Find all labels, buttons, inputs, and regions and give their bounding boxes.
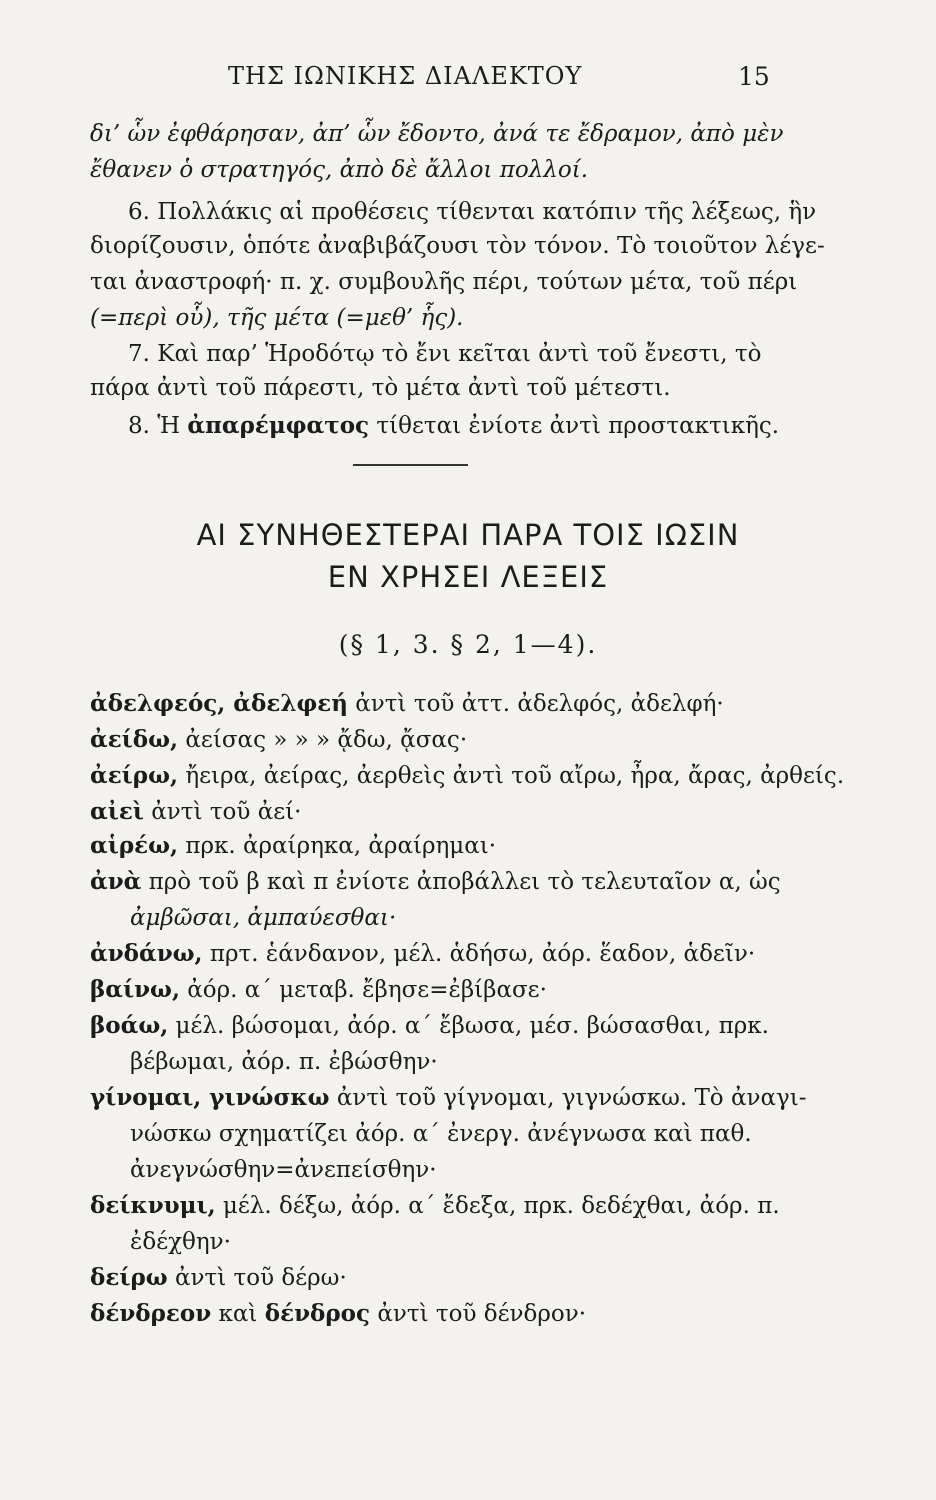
entry-text: ἀείσας » » » ᾄδω, ᾄσας·	[178, 727, 468, 753]
section-title: ΑΙ ΣΥΝΗΘΕΣΤΕΡΑΙ ΠΑΡΑ ΤΟΙΣ ΙΩΣΙΝ	[196, 518, 740, 552]
entry-line	[90, 687, 780, 721]
entry-text: ἀντὶ τοῦ δένδρον·	[370, 1301, 587, 1327]
entry-continuation: ἐδέχθην·	[130, 1229, 231, 1255]
entry-headword: ἀνδάνω,	[90, 940, 203, 967]
entry-headword: ἀνὰ	[90, 868, 142, 895]
entry-headword: ἀδελφεός, ἀδελφεή	[90, 690, 348, 717]
entry-continuation: ἀμβῶσαι, ἀμπαύεσθαι·	[130, 905, 397, 931]
page-number: 15	[738, 62, 770, 91]
entry-text: πρὸ τοῦ β καὶ π ἐνίοτε ἀποβάλλει τὸ τελευταῖον α, ὡς	[141, 869, 781, 895]
paragraph-number: 8. Ἡ	[128, 413, 181, 439]
entry-line	[90, 829, 780, 863]
paragraph-text: τίθεται ἐνίοτε ἀντὶ προστακτικῆς.	[376, 413, 780, 439]
entry-line	[90, 795, 780, 829]
entry-line	[90, 1297, 780, 1331]
bold-term: ἀπαρέμφατος	[187, 412, 370, 439]
paragraph-6-line: 6. Πολλάκις αἱ προθέσεις τίθενται κατόπιν τῆς λέξεως, ἣν	[128, 199, 817, 225]
entry-text: καὶ	[211, 1301, 265, 1327]
entry-headword: βοάω,	[90, 1012, 169, 1039]
paragraph-6-line: διορίζουσιν, ὁπότε ἀναβιβάζουσι τὸν τόνον. Τὸ τοιοῦτον λέγε-	[90, 233, 825, 259]
section-subtitle: ΕΝ ΧΡΗΣΕΙ ΛΕΞΕΙΣ	[327, 560, 609, 594]
entry-line	[90, 1081, 807, 1115]
entry-line	[90, 973, 780, 1007]
paragraph-7-line: 7. Καὶ παρ’ Ἡροδότῳ τὸ ἔνι κεῖται ἀντὶ τοῦ ἔνεστι, τὸ	[128, 341, 762, 367]
entry-continuation: νώσκω σχηματίζει ἀόρ. α΄ ἐνεργ. ἀνέγνωσα καὶ παθ.	[130, 1121, 752, 1147]
entry-continuation: βέβωμαι, ἀόρ. π. ἐβώσθην·	[130, 1049, 438, 1075]
entry-text: μέλ. δέξω, ἀόρ. α΄ ἔδεξα, πρκ. δεδέχθαι, ἀόρ. π.	[215, 1193, 780, 1219]
entry-text: πρτ. ἑάνδανον, μέλ. ἁδήσω, ἀόρ. ἕαδον, ἁδεῖν·	[202, 941, 756, 967]
entry-headword: ἀείρω,	[90, 762, 179, 789]
entry-continuation: ἀνεγνώσθην=ἀνεπείσθην·	[130, 1157, 437, 1183]
entry-text: ἀόρ. α΄ μεταβ. ἔβησε=ἐβίβασε·	[179, 977, 547, 1003]
paragraph-7-line: πάρα ἀντὶ τοῦ πάρεστι, τὸ μέτα ἀντὶ τοῦ μέτεστι.	[90, 375, 671, 401]
page-header	[0, 62, 936, 98]
paragraph-6-line: (=περὶ οὗ), τῆς μέτα (=μεθ’ ἧς).	[90, 305, 464, 331]
entry-text: ἀντὶ τοῦ γίγνομαι, γιγνώσκω. Τὸ ἀναγι-	[329, 1085, 807, 1111]
section-reference: (§ 1, 3. § 2, 1—4).	[338, 630, 598, 659]
entry-text: ἤειρα, ἀείρας, ἀερθεὶς ἀντὶ τοῦ αἴρω, ἦρα, ἄρας, ἀρθείς.	[178, 763, 845, 789]
entry-headword: βαίνω,	[90, 976, 180, 1003]
entry-text: ἀντὶ τοῦ ἀεί·	[143, 799, 302, 825]
entry-line	[90, 1189, 780, 1223]
entry-headword: ἀείδω,	[90, 726, 179, 753]
entry-line	[90, 1009, 780, 1043]
paragraph-8-line	[128, 409, 818, 443]
entry-text: ἀντὶ τοῦ δέρω·	[167, 1265, 347, 1291]
entry-line	[90, 723, 780, 757]
entry-headword-secondary: δένδρος	[264, 1300, 371, 1327]
entry-line	[90, 1261, 780, 1295]
entry-line	[90, 865, 780, 899]
entry-headword: δείκνυμι,	[90, 1192, 216, 1219]
section-divider	[353, 464, 468, 466]
entry-headword: δένδρεον	[90, 1300, 212, 1327]
entry-text: μέλ. βώσομαι, ἀόρ. α΄ ἔβωσα, μέσ. βώσασθαι, πρκ.	[168, 1013, 769, 1039]
entry-line	[90, 759, 845, 793]
entry-headword: αἰεὶ	[90, 798, 144, 825]
text-line: ἔθανεν ὁ στρατηγός, ἀπὸ δὲ ἄλλοι πολλοί.	[90, 157, 589, 183]
paragraph-6-line: ται ἀναστροφή· π. χ. συμβουλῆς πέρι, τούτων μέτα, τοῦ πέρι	[90, 269, 798, 295]
entry-headword: γίνομαι, γινώσκω	[90, 1084, 330, 1111]
entry-text: ἀντὶ τοῦ ἀττ. ἀδελφός, ἀδελφή·	[347, 691, 724, 717]
text-line: δι’ ὧν ἐφθάρησαν, ἀπ’ ὧν ἔδοντο, ἀνά τε ἔδραμον, ἀπὸ μὲν	[90, 121, 784, 147]
running-head: ΤΗΣ ΙΩΝΙΚΗΣ ΔΙΑΛΕΚΤΟΥ	[228, 62, 583, 90]
entry-line	[90, 937, 780, 971]
entry-text: πρκ. ἀραίρηκα, ἀραίρημαι·	[178, 833, 497, 859]
entry-headword: δείρω	[90, 1264, 168, 1291]
entry-headword: αἱρέω,	[90, 832, 179, 859]
